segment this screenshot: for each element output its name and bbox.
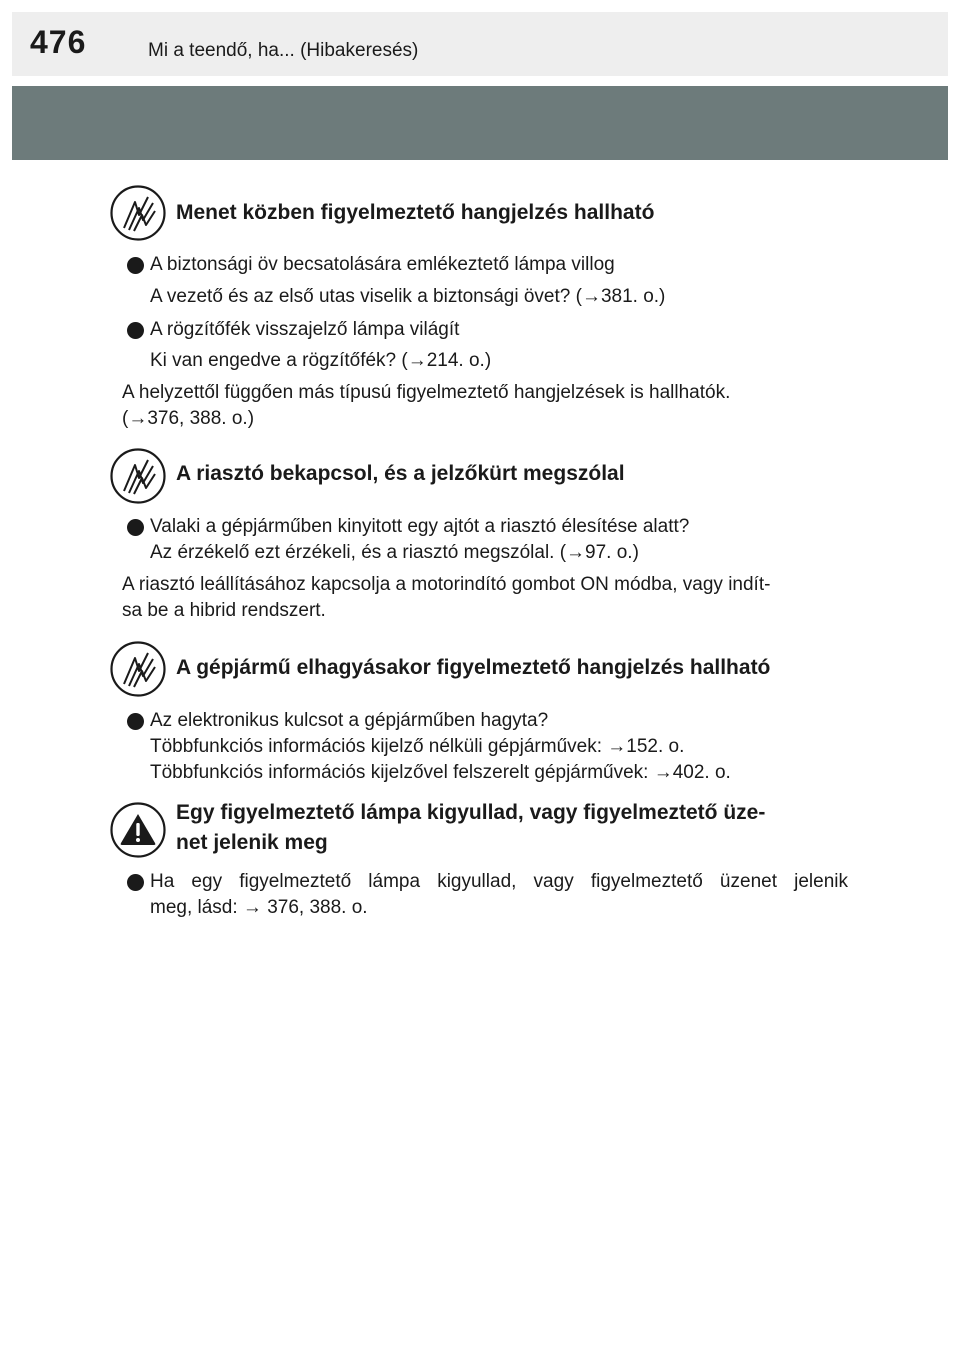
warning-triangle-icon — [110, 802, 166, 858]
bullet-detail: Az érzékelő ezt érzékeli, és a riasztó megszólal. (→97. o.) — [150, 542, 639, 563]
bullet-dot — [127, 519, 144, 536]
bullet-text: Valaki a gépjárműben kinyitott egy ajtót a riasztó élesítése alatt? — [150, 516, 690, 537]
warning-sound-icon — [110, 641, 166, 697]
warning-sound-icon — [110, 185, 166, 241]
section-heading: A gépjármű elhagyásakor figyelmeztető hangjelzés hallható — [176, 656, 771, 679]
note-text: A riasztó leállításához kapcsolja a motorindító gombot ON módba, vagy indít- — [122, 574, 771, 595]
bullet-detail: A vezető és az első utas viselik a biztonsági övet? (→381. o.) — [150, 286, 666, 307]
bullet-detail: Ki van engedve a rögzítőfék? (→214. o.) — [150, 350, 492, 371]
bullet-text: A rögzítőfék visszajelző lámpa világít — [150, 319, 460, 340]
bullet-text: Az elektronikus kulcsot a gépjárműben hagyta? — [150, 710, 549, 731]
note-text: A helyzettől függően más típusú figyelmeztető hangjelzések is hallhatók. — [122, 382, 731, 403]
bullet-dot — [127, 713, 144, 730]
bullet-detail: Többfunkciós információs kijelzővel felszerelt gépjárművek: →402. o. — [150, 762, 731, 783]
bullet-dot — [127, 874, 144, 891]
running-title: Mi a teendő, ha... (Hibakeresés) — [148, 40, 419, 61]
bullet-text: Ha egy figyelmeztető lámpa kigyullad, vagy figyelmeztető üzenet jelenik — [150, 871, 848, 892]
bullet-dot — [127, 322, 144, 339]
section-heading: Egy figyelmeztető lámpa kigyullad, vagy figyelmeztető üze- — [176, 801, 766, 824]
note-text: sa be a hibrid rendszert. — [122, 600, 326, 621]
warning-sound-icon — [110, 448, 166, 504]
note-text: (→376, 388. o.) — [122, 408, 255, 429]
bullet-text: meg, lásd: → 376, 388. o. — [150, 897, 368, 918]
bullet-dot — [127, 257, 144, 274]
section-heading: net jelenik meg — [176, 831, 328, 854]
section-heading: Menet közben figyelmeztető hangjelzés hallható — [176, 201, 655, 224]
bullet-detail: Többfunkciós információs kijelző nélküli gépjárművek: →152. o. — [150, 736, 685, 757]
page-number: 476 — [30, 24, 87, 60]
bullet-text: A biztonsági öv becsatolására emlékeztető lámpa villog — [150, 254, 615, 275]
section-banner — [12, 86, 948, 160]
section-heading: A riasztó bekapcsol, és a jelzőkürt megszólal — [176, 462, 625, 485]
